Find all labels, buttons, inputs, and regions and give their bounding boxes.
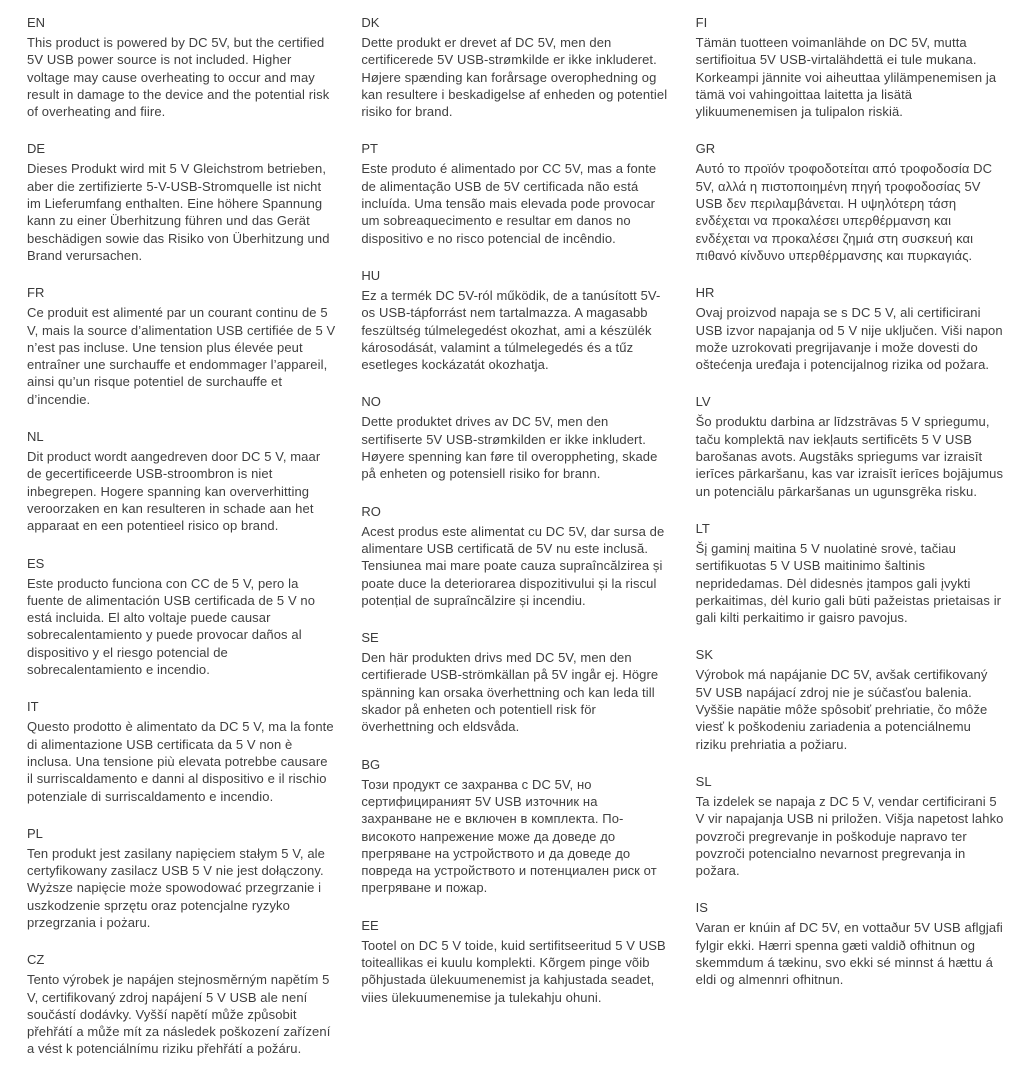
language-text-fi: Tämän tuotteen voimanlähde on DC 5V, mutta sertifioitua 5V USB-virtalähdettä ei tule mukana. Korkeampi jännite voi aiheuttaa ylilämpenemisen ja tämä voi vahingoittaa laitetta ja lisätä ylikuumenemisen ja tulipalon riskiä. (695, 35, 997, 120)
language-text-en: This product is powered by DC 5V, but the certified 5V USB power source is not included. Higher voltage may cause overheating to occur and may result in damage to the device and the potential risk of overheating and fiire. (27, 35, 330, 120)
language-section-cz (27, 951, 335, 1057)
language-code-ro: RO (361, 503, 381, 519)
language-code-hu: HU (361, 267, 381, 283)
language-text-hr: Ovaj proizvod napaja se s DC 5 V, ali certificirani USB izvor napajanja od 5 V nije uključen. Viši napon može uzrokovati pregrijavanje i može dovesti do oštećenja uređaja i potencijalnog rizika od požara. (695, 305, 1003, 373)
language-section-gr (696, 140, 1004, 264)
language-text-lv: Šo produktu darbina ar līdzstrāvas 5 V spriegumu, taču komplektā nav iekļauts sertificēts 5 V USB barošanas avots. Augstāks spriegums var izraisīt ierīces pārkaršanu, kas var izraisīt ierīces bojājumus un potenciālu pārkaršanas un ugunsgrēka risku. (695, 414, 1004, 499)
language-text-ro: Acest produs este alimentat cu DC 5V, dar sursa de alimentare USB certificată de 5V nu este inclusă. Tensiunea mai mare poate cauza supraîncălzirea și poate duce la deteriorarea dispozitivului și la riscul potențial de supraîncălzire și incendiu. (361, 523, 665, 608)
language-code-en: EN (27, 15, 46, 30)
language-code-es: ES (27, 555, 45, 571)
language-text-hu: Ez a termék DC 5V-ról működik, de a tanúsított 5V-os USB-tápforrást nem tartalmazza. A magasabb feszültség túlmelegedést okozhat, ami a készülék károsodását, valamint a túlmelegedés és a tűz esetleges kockázatát okozhatja. (361, 287, 661, 373)
language-code-fr: FR (27, 285, 45, 301)
language-text-de: Dieses Produkt wird mit 5 V Gleichstrom betrieben, aber die zertifizierte 5-V-USB-Stromquelle ist nicht im Lieferumfang enthalten. Eine höhere Spannung kann zu einer Überhitzung führen und das Gerät beschädigen sowie das Risiko von Überhitzung und Brand verursachen. (27, 161, 330, 263)
language-section-es (27, 555, 335, 679)
language-code-dk: DK (361, 15, 380, 30)
language-section-bg (361, 756, 669, 897)
language-section-de (27, 140, 335, 264)
language-code-hr: HR (695, 285, 715, 301)
language-code-fi: FI (695, 15, 708, 30)
language-section-lt (696, 520, 1004, 626)
column-right (696, 14, 1004, 1078)
language-section-hu (361, 267, 669, 373)
language-text-pl: Ten produkt jest zasilany napięciem stałym 5 V, ale certyfikowany zasilacz USB 5 V nie jest dołączony. Wyższe napięcie może spowodować przegrzanie i uszkodzenie sprzętu oraz potencjalne ryzyko przegrzania i pożaru. (27, 845, 325, 930)
language-code-cz: CZ (27, 952, 45, 968)
language-text-cz: Tento výrobek je napájen stejnosměrným napětím 5 V, certifikovaný zdroj napájení 5 V USB ale není součástí dodávky. Vyšší napětí může způsobit přehřátí a může mít za následek poškození zařízení a vést k potenciálnímu riziku přehřátí a požáru. (27, 972, 331, 1057)
language-code-ee: EE (361, 917, 379, 933)
language-text-fr: Ce produit est alimenté par un courant continu de 5 V, mais la source d’alimentation USB certifiée de 5 V n’est pas incluse. Une tension plus élevée peut entraîner une surchauffe et endommager l’appareil, ainsi qu’un risque potentiel de surchauffe et d’incendie. (27, 305, 336, 407)
language-code-de: DE (27, 141, 46, 157)
language-section-fr (27, 284, 335, 408)
language-text-ee: Tootel on DC 5 V toide, kuid sertifitseeritud 5 V USB toiteallikas ei kuulu komplekti. Kõrgem pinge võib põhjustada ülekuumenemist ja kahjustada seadet, viies ülekuumenemise ja tulekahju ohuni. (361, 937, 666, 1005)
language-code-lt: LT (695, 520, 710, 536)
language-text-pt: Este produto é alimentado por CC 5V, mas a fonte de alimentação USB de 5V certificada não está incluída. Uma tensão mais elevada pode provocar um sobreaquecimento e resultar em danos no dispositivo e no risco potencial de incêndio. (361, 161, 657, 246)
language-section-nl (27, 428, 335, 534)
column-middle (361, 14, 669, 1078)
language-text-no: Dette produktet drives av DC 5V, men den sertifiserte 5V USB-strømkilden er ikke inkludert. Høyere spenning kan føre til overoppheting, skade på enheten og potensiell risiko for brann. (361, 414, 658, 482)
language-code-no: NO (361, 394, 381, 410)
language-text-nl: Dit product wordt aangedreven door DC 5 V, maar de gecertificeerde USB-stroombron is niet inbegrepen. Hogere spanning kan oververhitting veroorzaken en kan resulteren in schade aan het apparaat en een potentieel risico op brand. (27, 449, 321, 534)
language-section-dk (361, 14, 669, 120)
language-section-ro (361, 503, 669, 609)
language-code-nl: NL (27, 429, 44, 445)
language-code-lv: LV (695, 394, 711, 410)
language-text-lt: Šį gaminį maitina 5 V nuolatinė srovė, tačiau sertifikuotas 5 V USB maitinimo šaltinis nepridedamas. Dėl didesnės įtampos gali įvykti perkaitimas, dėl kurio gali būti pažeistas prietaisas ir gali kilti perkaitimo ir gaisro pavojus. (695, 540, 1002, 626)
language-code-pl: PL (27, 825, 43, 841)
language-code-sl: SL (695, 773, 712, 789)
language-section-pl (27, 825, 335, 931)
language-section-se (361, 629, 669, 735)
language-text-se: Den här produkten drivs med DC 5V, men den certifierade USB-strömkällan på 5V ingår ej. Högre spänning kan orsaka överhettning och kan leda till skador på enheten och potentiell risk för överhettning och eldsvåda. (361, 650, 659, 735)
column-left (27, 14, 335, 1078)
language-text-is: Varan er knúin af DC 5V, en vottaður 5V USB aflgjafi fylgir ekki. Hærri spenna gæti valdið ofhitnun og skemmdum á tækinu, svo ekki sé minnst á hættu á eldi og almennri ofhitnun. (695, 920, 1003, 988)
language-text-it: Questo prodotto è alimentato da DC 5 V, ma la fonte di alimentazione USB certificata da 5 V non è inclusa. Una tensione più elevata potrebbe causare il surriscaldamento e danni al dispositivo e il rischio potenziale di surriscaldamento e incendio. (27, 719, 334, 804)
language-section-sl (696, 773, 1004, 879)
language-section-lv (696, 393, 1004, 499)
language-code-it: IT (27, 699, 39, 715)
language-code-sk: SK (695, 647, 713, 663)
language-text-bg: Този продукт се захранва с DC 5V, но сертифицираният 5V USB източник на захранване не е включен в комплекта. По-високото напрежение може да доведе до прегряване на устройството и да доведе до повреда на устройството и потенциален риск от прегряване и пожар. (361, 776, 657, 896)
language-section-pt (361, 140, 669, 246)
language-code-se: SE (361, 630, 379, 646)
language-code-pt: PT (361, 141, 378, 157)
language-section-no (361, 393, 669, 482)
language-text-gr: Αυτό το προϊόν τροφοδοτείται από τροφοδοσία DC 5V, αλλά η πιστοποιημένη πηγή τροφοδοσίας 5V USB δεν περιλαμβάνεται. Η υψηλότερη τάση ενδέχεται να προκαλέσει υπερθέρμανση και ενδέχεται να προκαλέσει ζημιά στη συσκευή και πιθανό κίνδυνο υπερθέρμανσης και πυρκαγιάς. (695, 161, 993, 263)
language-text-es: Este producto funciona con CC de 5 V, pero la fuente de alimentación USB certificada de 5 V no está incluida. El alto voltaje puede causar sobrecalentamiento y puede provocar daños al dispositivo y el riesgo potencial de sobrecalentamiento e incendio. (27, 575, 316, 678)
language-code-bg: BG (361, 756, 381, 772)
language-code-gr: GR (695, 141, 716, 157)
language-section-en (27, 14, 335, 120)
language-section-fi (696, 14, 1004, 120)
language-code-is: IS (695, 900, 708, 916)
language-section-hr (696, 284, 1004, 373)
language-text-sl: Ta izdelek se napaja z DC 5 V, vendar certificirani 5 V vir napajanja USB ni priložen. Višja napetost lahko povzroči pregrevanje in poškoduje napravo ter povzroči potencialno nevarnost pregrevanja in požara. (695, 793, 1004, 879)
language-section-it (27, 698, 335, 804)
language-section-is (696, 899, 1004, 988)
language-text-sk: Výrobok má napájanie DC 5V, avšak certifikovaný 5V USB napájací zdroj nie je súčasťou balenia. Vyššie napätie môže spôsobiť prehriatie, čo môže viesť k poškodeniu zariadenia a potenciálnemu riziku prehriatia a požiaru. (695, 667, 988, 752)
language-section-ee (361, 917, 669, 1006)
language-section-sk (696, 646, 1004, 752)
language-text-dk: Dette produkt er drevet af DC 5V, men den certificerede 5V USB-strømkilde er ikke inkluderet. Højere spænding kan forårsage overophedning og kan resultere i beskadigelse af enheden og potentiel risiko for brand. (361, 35, 668, 120)
